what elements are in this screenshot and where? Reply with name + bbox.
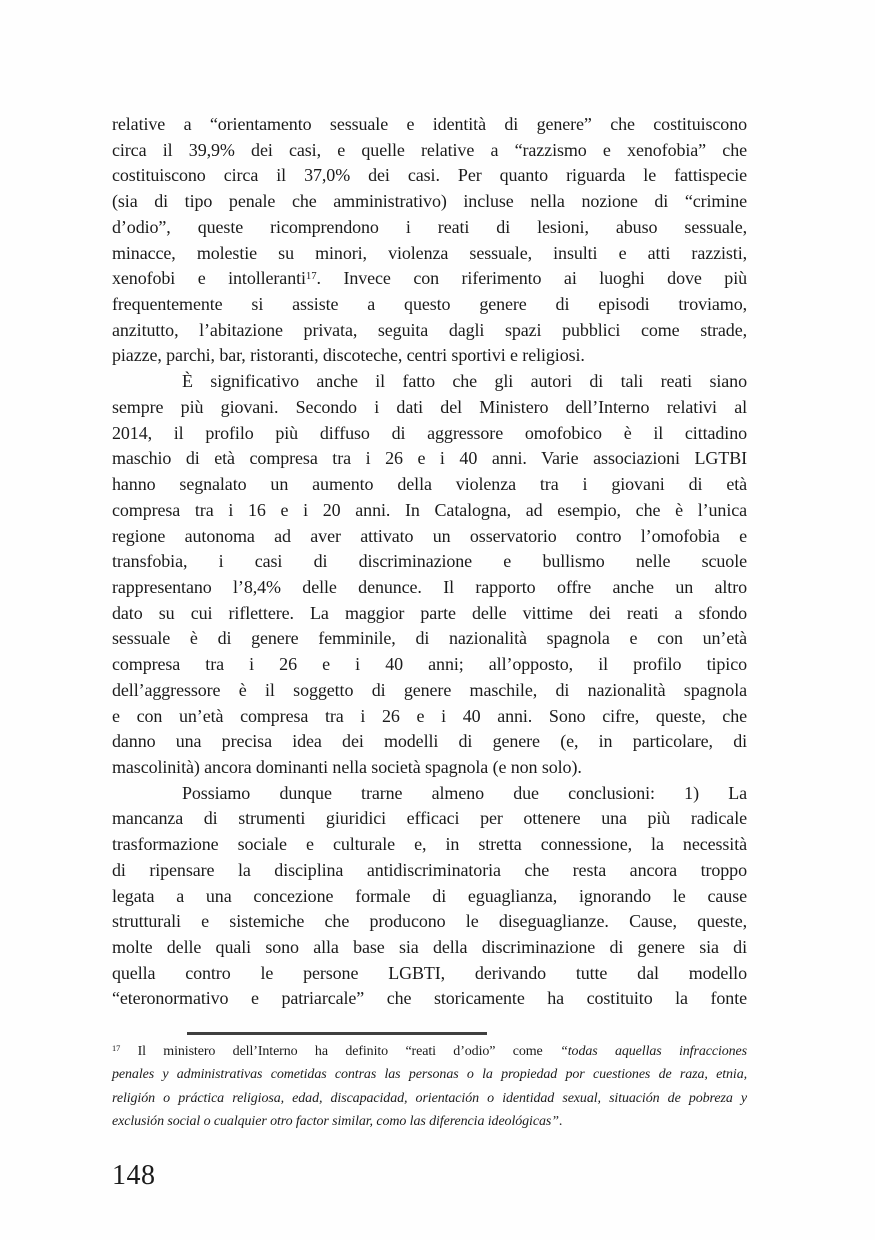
text-line [112,1087,747,1110]
text-segment: di ripensare la disciplina antidiscriminatoria che resta ancora troppo [112,859,747,880]
text-line [112,549,747,575]
text-segment: strutturali e sistemiche che producono le diseguaglianze. Cause, queste, [112,911,747,932]
text-line [112,343,747,369]
text-segment: Possiamo dunque trarne almeno due conclusioni: 1) La [182,782,747,803]
text-line [112,421,747,447]
text-line [112,806,747,832]
superscript-ref: 17 [112,1044,121,1054]
text-line [112,935,747,961]
text-segment: mascolinità) ancora dominanti nella società spagnola (e non solo). [112,756,582,777]
text-segment: piazze, parchi, bar, ristoranti, discoteche, centri sportivi e religiosi. [112,345,585,366]
text-line [112,832,747,858]
text-line [112,781,747,807]
text-segment: quella contro le persone LGBTI, derivando tutte dal modello [112,962,747,983]
text-line [112,729,747,755]
text-segment: relative a “orientamento sessuale e identità di genere” che costituiscono [112,114,747,134]
text-line [112,266,747,292]
text-segment: religión o práctica religiosa, edad, discapacidad, orientación o identidad sexual, situación de pobreza y [112,1090,747,1106]
text-line [112,472,747,498]
text-line [112,678,747,704]
text-line [112,1040,747,1063]
text-segment: legata a una concezione formale di eguaglianza, ignorando le cause [112,885,747,906]
text-line [112,395,747,421]
text-line [112,241,747,267]
text-segment: penales y administrativas cometidas contras las personas o la propiedad por cuestiones de raza, etnia, [112,1067,747,1083]
text-line [112,189,747,215]
text-segment: exclusión social o cualquier otro factor similar, como las diferencia ideológicas” [112,1113,559,1129]
footnote-rule [187,1032,487,1035]
text-line [112,215,747,241]
superscript-ref: 17 [305,270,317,283]
text-segment: “eteronormativo e patriarcale” che storicamente ha costituito la fonte [112,988,747,1009]
text-segment: Il ministero dell’Interno ha definito “reati d’odio” come [120,1044,561,1059]
text-segment: compresa tra i 16 e i 20 anni. In Catalogna, ad esempio, che è l’unica [112,499,747,520]
text-segment: e con un’età compresa tra i 26 e i 40 anni. Sono cifre, queste, che [112,705,747,726]
text-line [112,884,747,910]
text-line [112,755,747,781]
text-line [112,498,747,524]
text-line [112,652,747,678]
text-segment: trasformazione sociale e culturale e, in stretta connessione, la necessità [112,834,747,855]
text-line [112,138,747,164]
text-segment: anzitutto, l’abitazione privata, seguita dagli spazi pubblici come strade, [112,319,747,340]
text-segment: costituiscono circa il 37,0% dei casi. Per quanto riguarda le fattispecie [112,165,747,186]
text-segment: . [558,1113,563,1129]
text-segment: circa il 39,9% dei casi, e quelle relative a “razzismo e xenofobia” che [112,139,747,160]
text-line [112,909,747,935]
text-line [112,318,747,344]
text-segment: (sia di tipo penale che amministrativo) incluse nella nozione di “crimine [112,191,747,212]
text-line [112,858,747,884]
text-line [112,112,747,138]
text-segment: mancanza di strumenti giuridici efficaci per ottenere una più radicale [112,808,747,829]
text-line [112,961,747,987]
text-line [112,575,747,601]
text-segment: d’odio”, queste ricomprendono i reati di lesioni, abuso sessuale, [112,216,747,237]
text-line [112,1063,747,1086]
page-number: 148 [112,1160,156,1191]
text-segment: “todas aquellas infracciones [560,1044,747,1059]
text-segment: maschio di età compresa tra i 26 e i 40 anni. Varie associazioni LGTBI [112,448,747,469]
paragraph-2 [112,369,747,781]
text-line [112,1110,747,1133]
text-segment: danno una precisa idea dei modelli di genere (e, in particolare, di [112,731,747,752]
text-segment: hanno segnalato un aumento della violenza tra i giovani di età [112,474,747,495]
text-segment: 2014, il profilo più diffuso di aggressore omofobico è il cittadino [112,422,747,443]
text-segment: . Invece con riferimento ai luoghi dove più [316,268,747,289]
paragraph-3 [112,781,747,1012]
text-segment: È significativo anche il fatto che gli autori di tali reati siano [182,371,747,392]
text-line [112,704,747,730]
text-segment: compresa tra i 26 e i 40 anni; all’opposto, il profilo tipico [112,654,747,675]
text-segment: minacce, molestie su minori, violenza sessuale, insulti e atti razzisti, [112,242,747,263]
text-line [112,601,747,627]
text-line [112,524,747,550]
text-line [112,163,747,189]
text-line [112,986,747,1012]
text-segment: dell’aggressore è il soggetto di genere maschile, di nazionalità spagnola [112,679,747,700]
text-segment: sessuale è di genere femminile, di nazionalità spagnola e con un’età [112,628,747,649]
text-segment: molte delle quali sono alla base sia della discriminazione di genere sia di [112,937,747,957]
text-segment: sempre più giovani. Secondo i dati del Ministero dell’Interno relativi al [112,396,747,417]
text-line [112,369,747,395]
footnote-text [112,1040,747,1133]
text-segment: xenofobi e intolleranti [112,268,306,289]
text-line [112,292,747,318]
text-segment: transfobia, i casi di discriminazione e bullismo nelle scuole [112,551,747,572]
text-segment: frequentemente si assiste a questo genere di episodi troviamo, [112,294,747,315]
paragraph-1 [112,112,747,369]
text-line [112,626,747,652]
text-segment: regione autonoma ad aver attivato un osservatorio contro l’omofobia e [112,525,747,546]
text-segment: dato su cui riflettere. La maggior parte delle vittime dei reati a sfondo [112,602,747,623]
main-text [112,112,747,1012]
text-segment: rappresentano l’8,4% delle denunce. Il rapporto offre anche un altro [112,576,747,597]
text-line [112,446,747,472]
